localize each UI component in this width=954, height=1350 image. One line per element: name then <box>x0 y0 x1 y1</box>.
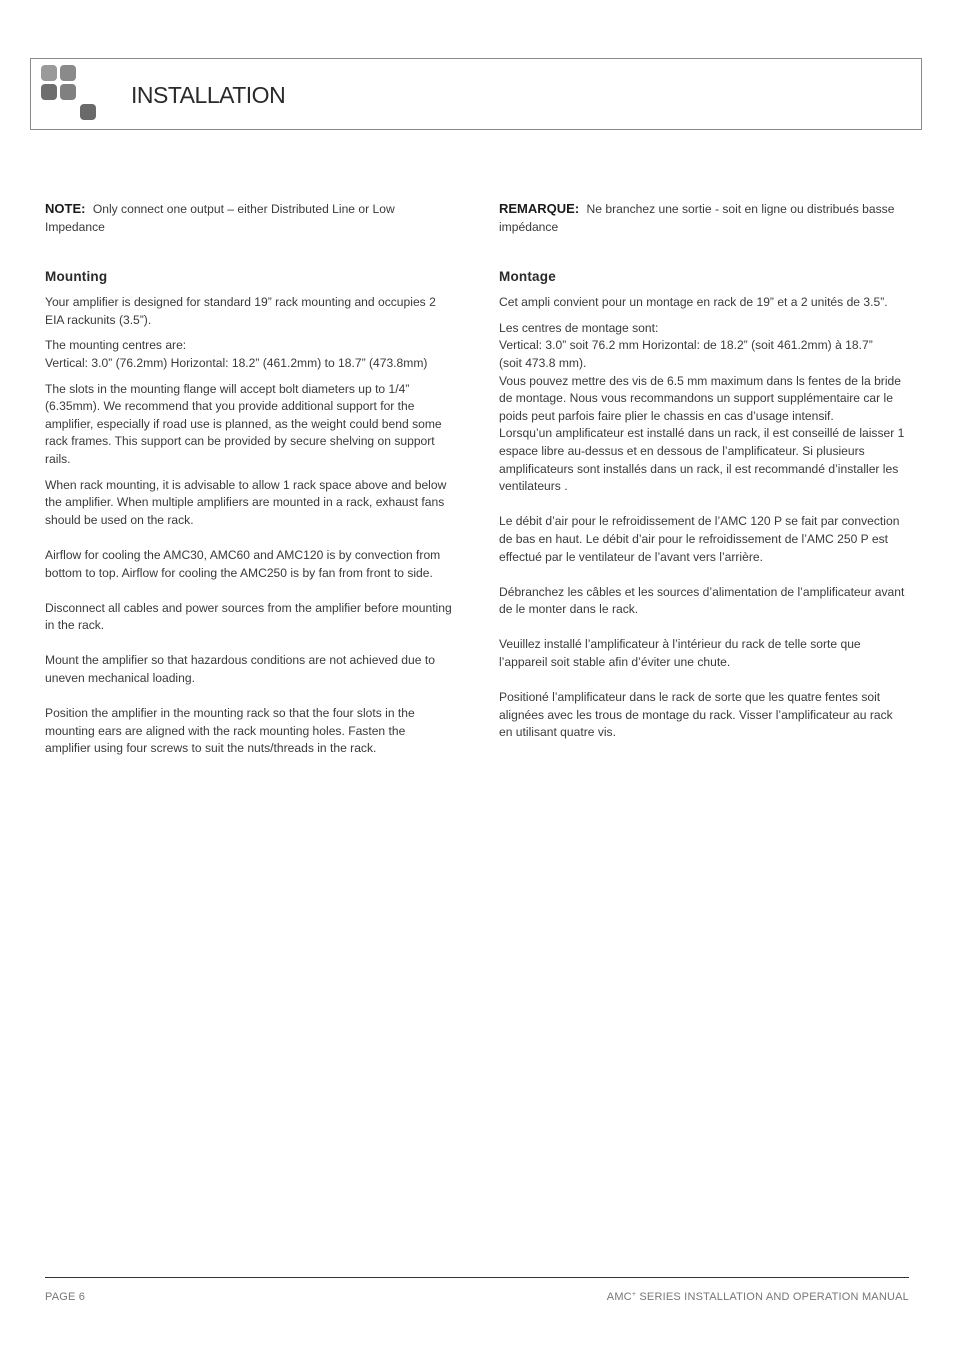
logo-square <box>41 65 57 81</box>
section-title: Mounting <box>45 269 108 285</box>
text-line: The mounting centres are: <box>45 338 187 353</box>
note <box>45 200 453 236</box>
page-number: PAGE 6 <box>45 1291 86 1303</box>
paragraph: Débranchez les câbles et les sources d’alimentation de l’amplificateur avant de le monter dans le rack. <box>499 584 905 617</box>
note <box>499 200 907 236</box>
section-title: Montage <box>499 269 556 285</box>
text-line: Les centres de montage sont: <box>499 320 659 335</box>
text-line: Vertical: 3.0” soit 76.2 mm Horizontal: de 18.2” (soit 461.2mm) à 18.7” <box>499 338 873 353</box>
note-label: NOTE: <box>45 201 86 216</box>
paragraph: Le débit d’air pour le refroidissement de l’AMC 120 P se fait par convection de bas en haut. Le débit d’air pour le refroidissement de l’AMC 250 P est effectué par le ventilateur de l’avant vers l’arrière. <box>499 514 900 564</box>
page-header <box>30 58 922 130</box>
paragraph: Cet ampli convient pour un montage en rack de 19” et a 2 unités de 3.5”. <box>499 295 888 310</box>
paragraph: Veuillez installé l’amplificateur à l’intérieur du rack de telle sorte que l’appareil soit stable afin d’éviter une chute. <box>499 637 861 670</box>
manual-suffix: SERIES INSTALLATION AND OPERATION MANUAL <box>636 1291 909 1303</box>
text-line: (soit 473.8 mm). <box>499 355 587 370</box>
paragraph <box>45 337 453 372</box>
manual-title <box>607 1291 909 1303</box>
logo-squares-icon <box>41 65 101 123</box>
paragraph: Disconnect all cables and power sources from the amplifier before mounting in the rack. <box>45 600 452 633</box>
paragraph: The slots in the mounting flange will accept bolt diameters up to 1/4” (6.35mm). We recommend that you provide additional support for the amplifier, especially if road use is planned, as the weight could bend some rack frames. This support can be provided by secure shelving on support rails. <box>45 381 442 466</box>
paragraph: When rack mounting, it is advisable to allow 1 rack space above and below the amplifier. When multiple amplifiers are mounted in a rack, exhaust fans should be used on the rack. <box>45 477 447 527</box>
manual-sup: + <box>631 1291 637 1298</box>
french-column <box>499 200 907 742</box>
english-column <box>45 200 453 758</box>
page-title: INSTALLATION <box>131 82 286 108</box>
paragraph: Your amplifier is designed for standard 19” rack mounting and occupies 2 EIA rackunits (3.5”). <box>45 295 436 327</box>
paragraph: Mount the amplifier so that hazardous conditions are not achieved due to uneven mechanical loading. <box>45 653 435 686</box>
text-line: Vertical: 3.0” (76.2mm) Horizontal: 18.2” (461.2mm) to 18.7” (473.8mm) <box>45 355 428 370</box>
paragraph: Position the amplifier in the mounting rack so that the four slots in the mounting ears are aligned with the rack mounting holes. Fasten the amplifier using four screws to suit the nuts/threads in the rack. <box>45 706 415 756</box>
footer-divider <box>45 1277 909 1278</box>
logo-square <box>60 84 76 100</box>
note-text: Only connect one output – either Distributed Line or Low Impedance <box>45 202 395 234</box>
paragraph: Positioné l’amplificateur dans le rack de sorte que les quatre fentes soit alignées avec les trous de montage du rack. Visser l’amplificateur au rack en utilisant quatre vis. <box>499 690 893 740</box>
manual-prefix: AMC <box>606 1291 632 1303</box>
logo-square <box>80 104 96 120</box>
logo-square <box>60 65 76 81</box>
text-line: Vous pouvez mettre des vis de 6.5 mm maximum dans ls fentes de la bride de montage. Nous vous recommandons un support supplémentaire car le poids peut parfois faire plier le chassis en cas d’usage intensif. <box>499 373 901 423</box>
paragraph: Airflow for cooling the AMC30, AMC60 and AMC120 is by convection from bottom to top. Airflow for cooling the AMC250 is by fan from front to side. <box>45 547 441 580</box>
note-label: REMARQUE: <box>499 201 580 216</box>
paragraph <box>499 320 907 496</box>
logo-square <box>41 84 57 100</box>
note-text: Ne branchez une sortie - soit en ligne ou distribués basse impédance <box>499 202 895 234</box>
text-line: Lorsqu’un amplificateur est installé dans un rack, il est conseillé de laisser 1 espace libre au-dessus et en dessous de l’amplificateur. Si plusieurs amplificateurs sont installés dans un rack, il est recommandé d’installer les ventilateurs . <box>499 426 905 494</box>
